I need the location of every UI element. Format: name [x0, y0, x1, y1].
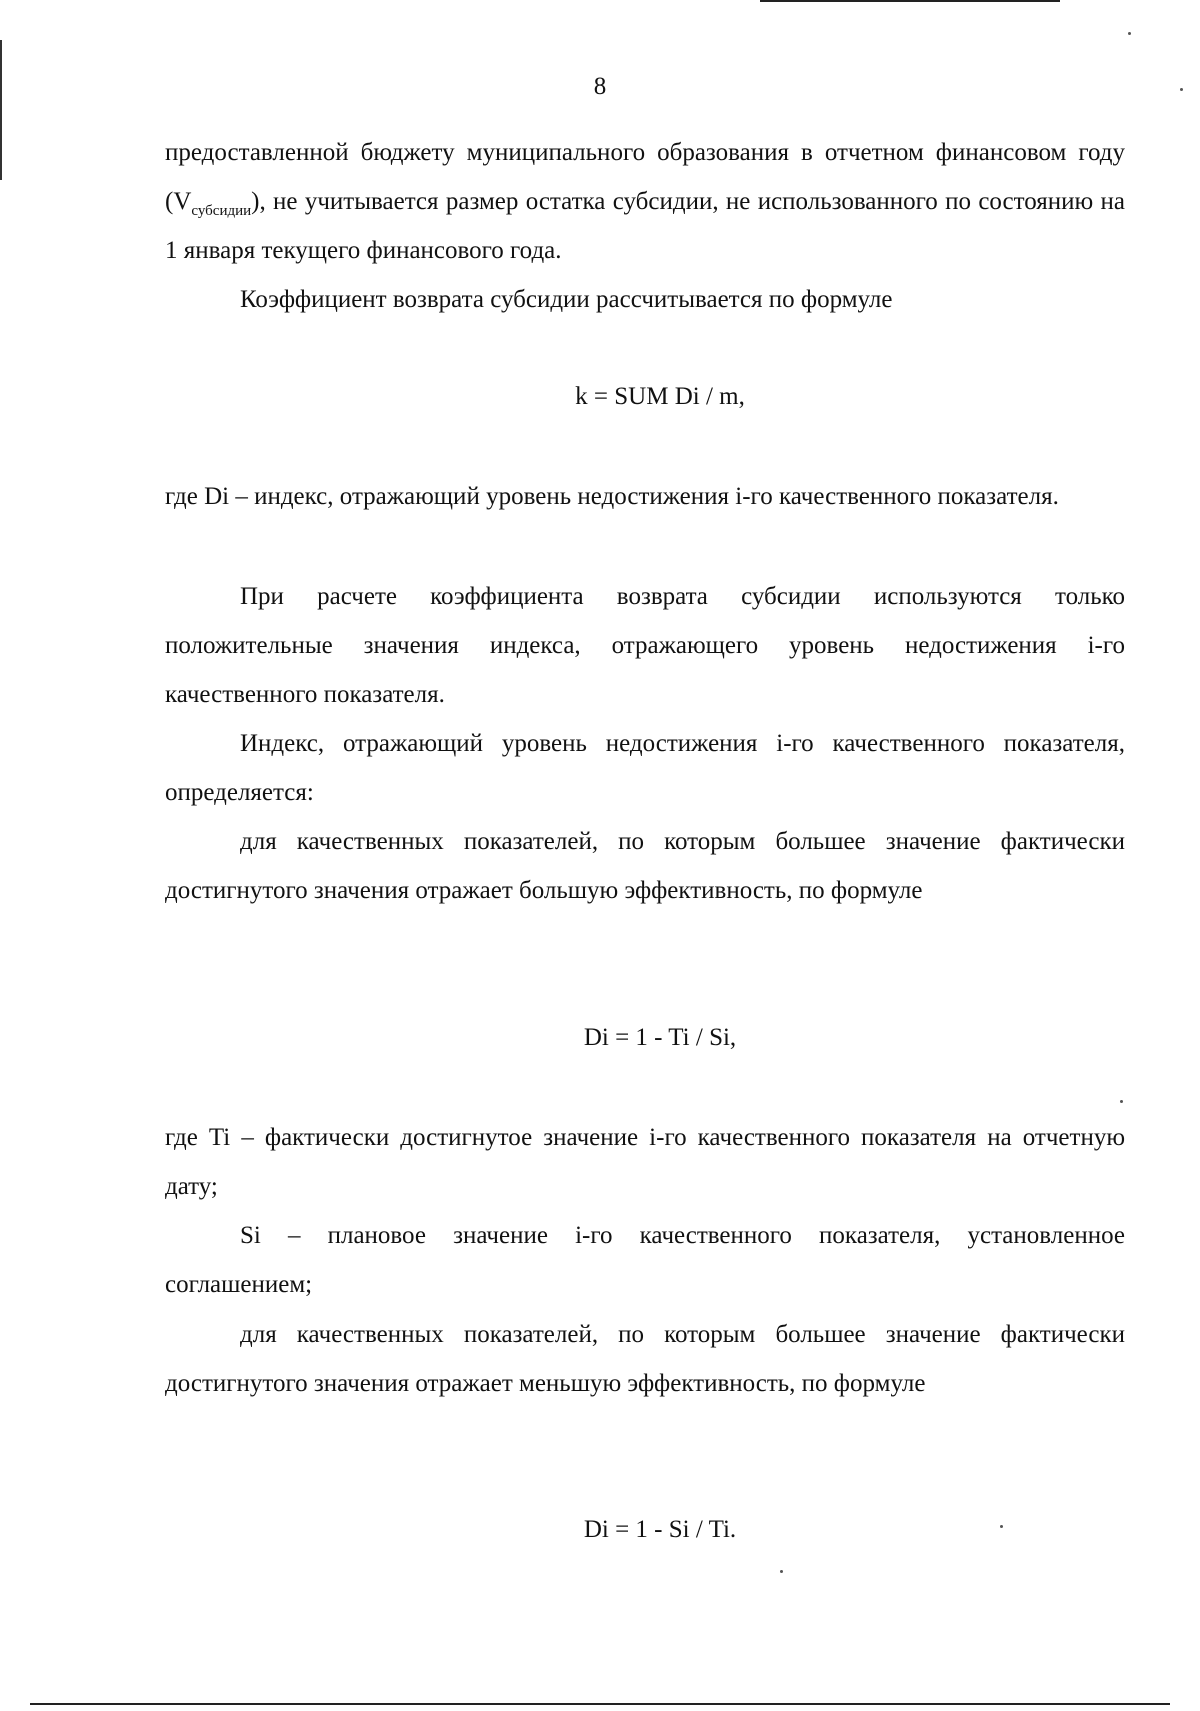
paragraph-di-definition: где Di – индекс, отражающий уровень недостижения i-го качественного показателя.	[165, 483, 1059, 510]
scan-border-top	[760, 0, 1060, 2]
formula-return-coefficient	[0, 382, 1200, 412]
paragraph-higher-worse: для качественных показателей, по которым большее значение фактически достигнутого значения отражает меньшую эффективность, по формуле	[165, 1321, 1125, 1397]
paragraph-subsidy-text-end: ), не учитывается размер остатка субсидии, не использованного по состоянию на 1 января текущего финансового года.	[165, 188, 1125, 264]
subscript-subsidy: субсидии	[191, 203, 252, 219]
paragraph-subsidy-text-start: предоставленной бюджету муниципального образования в отчетном финансовом году (V	[165, 139, 1125, 215]
formula-higher-better-text: Di = 1 - Ti / Si,	[583, 1024, 737, 1051]
formula-higher-worse-text: Di = 1 - Si / Ti.	[583, 1516, 737, 1543]
paragraph-return-coefficient: Коэффициент возврата субсидии рассчитывается по формуле	[240, 286, 893, 313]
paragraph-positive-values: При расчете коэффициента возврата субсидии используются только положительные значения индекса, отражающего уровень недостижения i-го качественного показателя.	[165, 583, 1125, 708]
formula-higher-worse	[0, 1515, 1200, 1545]
paragraph-subsidy-balance	[165, 128, 1125, 275]
scan-border-left	[0, 40, 2, 180]
scan-border-bottom	[30, 1703, 1170, 1705]
paragraph-index-determined: Индекс, отражающий уровень недостижения i-го качественного показателя, определяется:	[165, 730, 1125, 806]
scan-speck	[1120, 1100, 1123, 1103]
scan-speck	[780, 1570, 783, 1573]
formula-return-coefficient-text: k = SUM Di / m,	[575, 383, 745, 410]
scan-speck	[1128, 32, 1131, 35]
paragraph-ti-definition: где Ti – фактически достигнутое значение i-го качественного показателя на отчетную дату;	[165, 1124, 1125, 1200]
paragraph-si-definition: Si – плановое значение i-го качественного показателя, установленное соглашением;	[165, 1222, 1125, 1298]
page-number: 8	[593, 73, 607, 100]
paragraph-higher-better: для качественных показателей, по которым большее значение фактически достигнутого значения отражает большую эффективность, по формуле	[165, 828, 1125, 904]
formula-higher-better	[0, 1023, 1200, 1053]
